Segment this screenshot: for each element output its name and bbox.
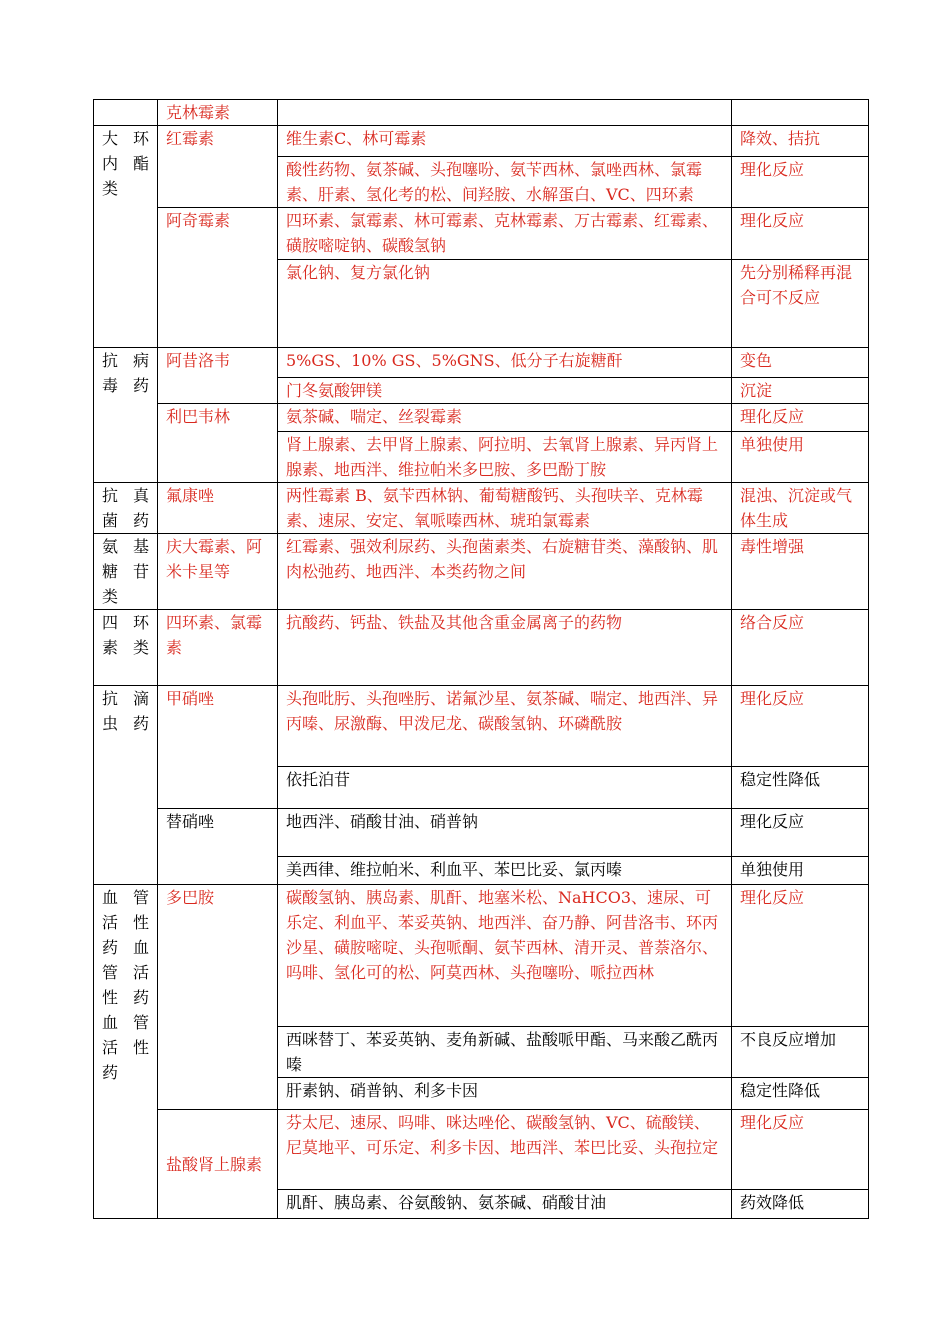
- effect-cell: 药效降低: [732, 1190, 869, 1219]
- table-row: [94, 534, 869, 610]
- effect-cell: 稳定性降低: [732, 1078, 869, 1110]
- drug-cell: 克林霉素: [158, 100, 278, 126]
- interacting-drugs-cell: 门冬氨酸钾镁: [278, 378, 732, 404]
- effect-cell: 单独使用: [732, 432, 869, 483]
- effect-cell: 单独使用: [732, 857, 869, 885]
- interacting-drugs-cell: 西咪替丁、苯妥英钠、麦角新碱、盐酸哌甲酯、马来酸乙酰丙嗪: [278, 1027, 732, 1078]
- drug-cell: 多巴胺: [158, 885, 278, 1110]
- category-cell: 血 管 活 性 药 血 管 活 性 药 血 管 活 性 药: [94, 885, 158, 1219]
- effect-cell: 变色: [732, 348, 869, 378]
- table-row: [94, 208, 869, 260]
- table-row: [94, 610, 869, 686]
- table-row: [94, 686, 869, 767]
- category-cell: 大 环 内 酯 类: [94, 126, 158, 348]
- interacting-drugs-cell: 地西泮、硝酸甘油、硝普钠: [278, 809, 732, 857]
- table-row: [94, 348, 869, 378]
- interacting-drugs-cell: 氯化钠、复方氯化钠: [278, 260, 732, 348]
- category-cell: 氨 基 糖 苷 类: [94, 534, 158, 610]
- interacting-drugs-cell: 酸性药物、氨茶碱、头孢噻吩、氨苄西林、氯唑西林、氯霉素、肝素、氢化考的松、间羟胺、水解蛋白、VC、四环素: [278, 157, 732, 208]
- interacting-drugs-cell: 四环素、氯霉素、林可霉素、克林霉素、万古霉素、红霉素、磺胺嘧啶钠、碳酸氢钠: [278, 208, 732, 260]
- interacting-drugs-cell: 肌酐、胰岛素、谷氨酸钠、氨茶碱、硝酸甘油: [278, 1190, 732, 1219]
- table-row: [94, 100, 869, 126]
- interacting-drugs-cell: 5%GS、10% GS、5%GNS、低分子右旋糖酐: [278, 348, 732, 378]
- effect-cell: 络合反应: [732, 610, 869, 686]
- category-cell: 抗 滴 虫药: [94, 686, 158, 885]
- effect-cell: 理化反应: [732, 885, 869, 1027]
- interacting-drugs-cell: 美西律、维拉帕米、利血平、苯巴比妥、氯丙嗪: [278, 857, 732, 885]
- effect-cell: 理化反应: [732, 1110, 869, 1190]
- category-cell: 四 环 素类: [94, 610, 158, 686]
- interacting-drugs-cell: 碳酸氢钠、胰岛素、肌酐、地塞米松、NaHCO3、速尿、可乐定、利血平、苯妥英钠、地西泮、奋乃静、阿昔洛韦、环丙沙星、磺胺嘧啶、头孢哌酮、氨苄西林、清开灵、普萘洛尔、吗啡、氢化可的松、阿莫西林、头孢噻吩、哌拉西林: [278, 885, 732, 1027]
- table-row: [94, 809, 869, 857]
- interacting-drugs-cell: 头孢吡肟、头孢唑肟、诺氟沙星、氨茶碱、喘定、地西泮、异丙嗪、尿激酶、甲泼尼龙、碳酸氢钠、环磷酰胺: [278, 686, 732, 767]
- category-cell: 抗 真 菌药: [94, 483, 158, 534]
- table-row: [94, 885, 869, 1027]
- drug-cell: 利巴韦林: [158, 404, 278, 483]
- interacting-drugs-cell: 依托泊苷: [278, 767, 732, 809]
- drug-cell: 替硝唑: [158, 809, 278, 885]
- table-row: [94, 1110, 869, 1190]
- drug-cell: 盐酸肾上腺素: [158, 1110, 278, 1219]
- interacting-drugs-cell: 抗酸药、钙盐、铁盐及其他含重金属离子的药物: [278, 610, 732, 686]
- drug-cell: 红霉素: [158, 126, 278, 208]
- drug-interaction-table: [93, 99, 869, 1219]
- drug-cell: 氟康唑: [158, 483, 278, 534]
- interacting-drugs-cell: 氨茶碱、喘定、丝裂霉素: [278, 404, 732, 432]
- table-row: [94, 126, 869, 157]
- interacting-drugs-cell: 红霉素、强效利尿药、头孢菌素类、右旋糖苷类、藻酸钠、肌肉松弛药、地西泮、本类药物之间: [278, 534, 732, 610]
- interacting-drugs-cell: 肝素钠、硝普钠、利多卡因: [278, 1078, 732, 1110]
- drug-cell: 甲硝唑: [158, 686, 278, 809]
- drug-cell: 阿昔洛韦: [158, 348, 278, 404]
- category-cell: 抗病毒药: [94, 348, 158, 483]
- effect-cell: 理化反应: [732, 809, 869, 857]
- effect-cell: 混浊、沉淀或气体生成: [732, 483, 869, 534]
- interacting-drugs-cell: 芬太尼、速尿、吗啡、咪达唑伦、碳酸氢钠、VC、硫酸镁、尼莫地平、可乐定、利多卡因、地西泮、苯巴比妥、头孢拉定: [278, 1110, 732, 1190]
- drug-interaction-table-page: [93, 99, 868, 1219]
- effect-cell: 理化反应: [732, 404, 869, 432]
- interacting-drugs-cell: [278, 100, 732, 126]
- effect-cell: 稳定性降低: [732, 767, 869, 809]
- effect-cell: 理化反应: [732, 686, 869, 767]
- effect-cell: 先分别稀释再混合可不反应: [732, 260, 869, 348]
- table-row: [94, 404, 869, 432]
- effect-cell: 理化反应: [732, 208, 869, 260]
- effect-cell: 不良反应增加: [732, 1027, 869, 1078]
- effect-cell: 理化反应: [732, 157, 869, 208]
- effect-cell: 毒性增强: [732, 534, 869, 610]
- drug-cell: 庆大霉素、阿米卡星等: [158, 534, 278, 610]
- interacting-drugs-cell: 维生素C、林可霉素: [278, 126, 732, 157]
- table-row: [94, 483, 869, 534]
- interacting-drugs-cell: 肾上腺素、去甲肾上腺素、阿拉明、去氧肾上腺素、异丙肾上腺素、地西泮、维拉帕米多巴胺、多巴酚丁胺: [278, 432, 732, 483]
- effect-cell: [732, 100, 869, 126]
- effect-cell: 沉淀: [732, 378, 869, 404]
- interacting-drugs-cell: 两性霉素 B、氨苄西林钠、葡萄糖酸钙、头孢呋辛、克林霉素、速尿、安定、氧哌嗪西林、琥珀氯霉素: [278, 483, 732, 534]
- drug-cell: 阿奇霉素: [158, 208, 278, 348]
- effect-cell: 降效、拮抗: [732, 126, 869, 157]
- category-cell: [94, 100, 158, 126]
- drug-cell: 四环素、氯霉素: [158, 610, 278, 686]
